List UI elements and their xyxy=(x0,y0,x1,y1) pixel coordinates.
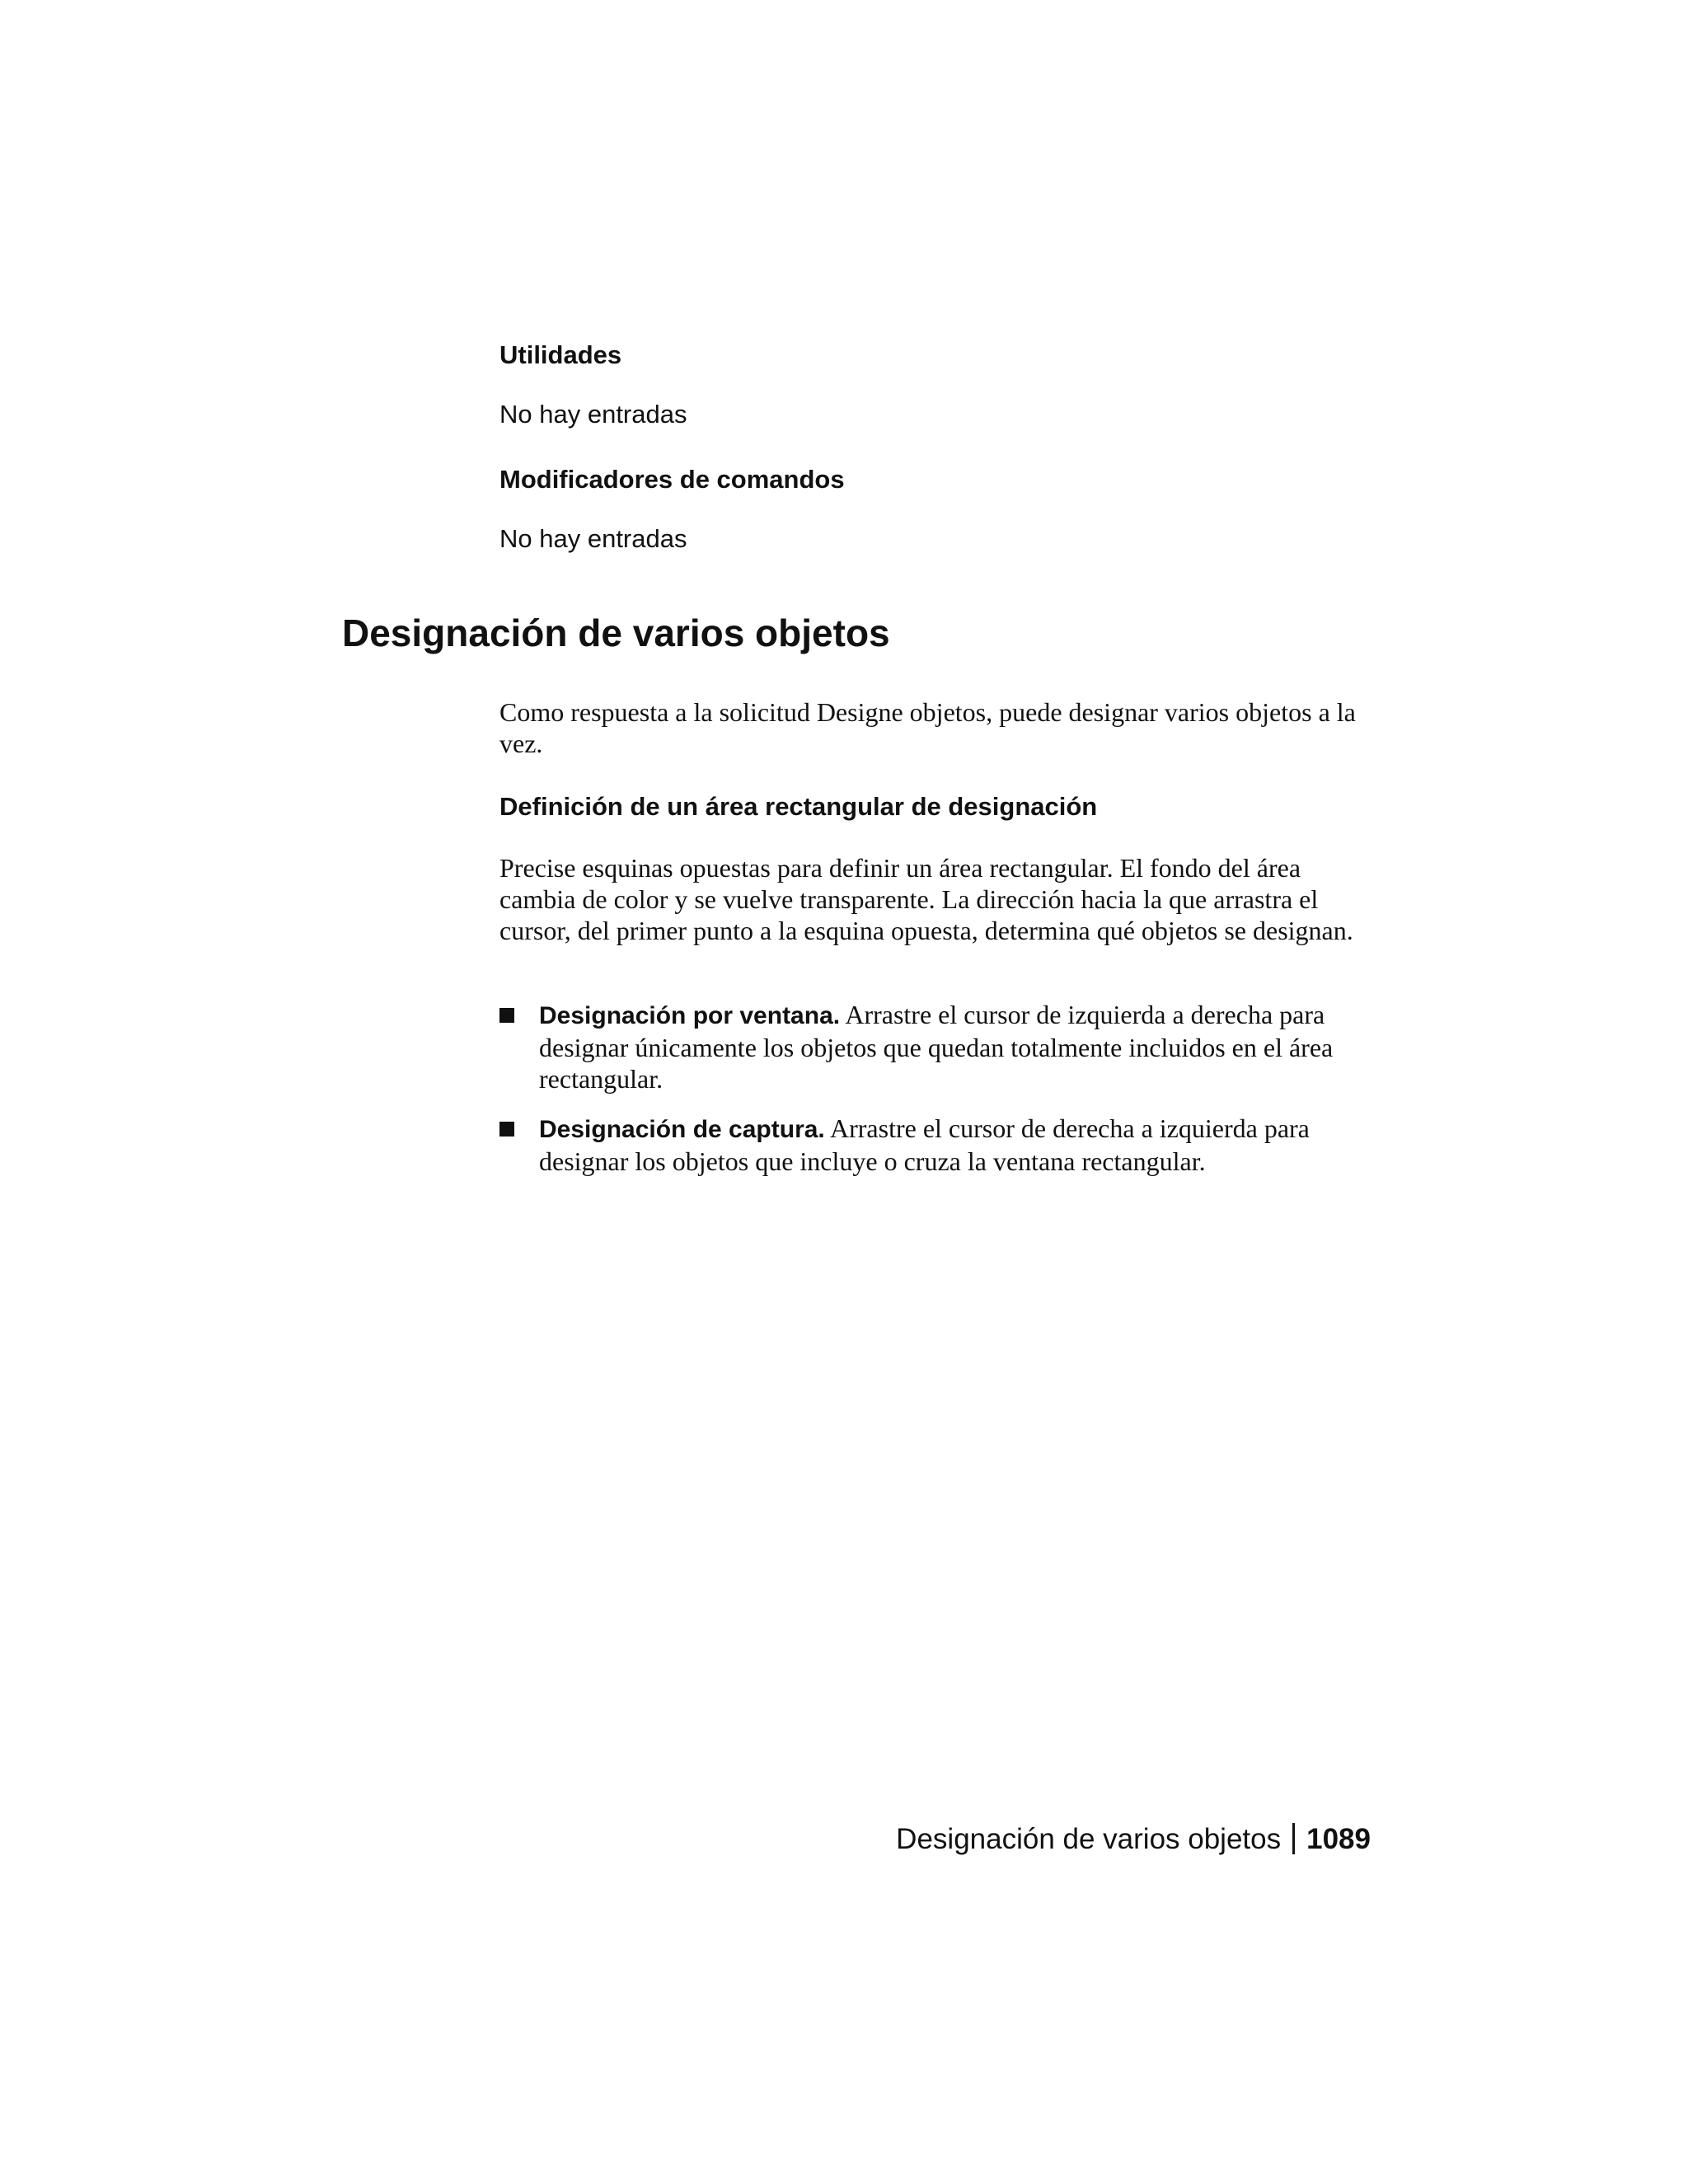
bullet-text: Arrastre el cursor de derecha a izquierda para designar los objetos que incluye o cruza la ventana rectangular. xyxy=(539,1113,1310,1176)
utilities-entries: No hay entradas xyxy=(499,400,687,429)
page-number: 1089 xyxy=(1306,1823,1371,1855)
list-item xyxy=(499,1113,1373,1177)
rectangular-area-heading: Definición de un área rectangular de designación xyxy=(499,792,1098,821)
section-title: Designación de varios objetos xyxy=(342,612,890,654)
section-intro: Como respuesta a la solicitud Designe objetos, puede designar varios objetos a la vez. xyxy=(499,697,1356,758)
page-footer xyxy=(896,1821,1371,1858)
utilities-heading: Utilidades xyxy=(499,340,622,369)
selection-methods-list xyxy=(499,999,1373,1195)
square-bullet-icon xyxy=(499,1122,514,1137)
command-modifiers-heading: Modificadores de comandos xyxy=(499,465,845,494)
bullet-text: Arrastre el cursor de izquierda a derecha para designar únicamente los objetos que quedan totalmente incluidos en el área rectangular. xyxy=(539,1000,1334,1094)
rectangular-area-paragraph: Precise esquinas opuestas para definir un área rectangular. El fondo del área cambia de color y se vuelve transparente. La dirección hacia la que arrastra el cursor, del primer punto a la esquina opuesta, determina qué objetos se designan. xyxy=(499,853,1353,945)
bullet-term: Designación por ventana. xyxy=(539,1002,841,1029)
command-modifiers-entries: No hay entradas xyxy=(499,524,687,553)
footer-running-title: Designación de varios objetos xyxy=(896,1823,1282,1855)
square-bullet-icon xyxy=(499,1008,514,1023)
bullet-term: Designación de captura. xyxy=(539,1116,825,1143)
list-item xyxy=(499,999,1373,1094)
footer-separator xyxy=(1292,1823,1295,1854)
